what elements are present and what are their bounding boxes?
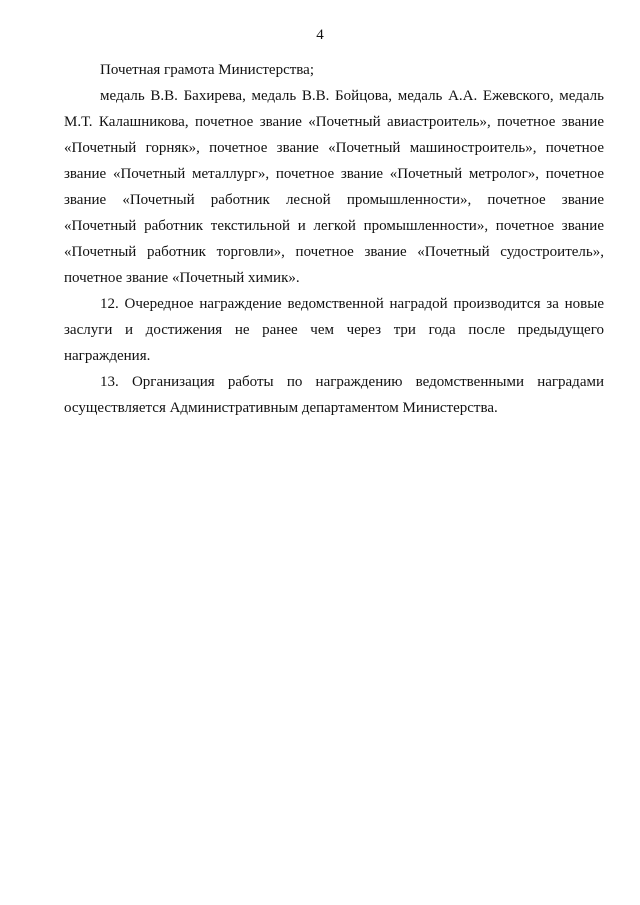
- paragraph-item-13: 13. Организация работы по награждению ведомственными наградами осуществляется Административным департаментом Министерства.: [64, 374, 604, 416]
- page-number: 4: [316, 27, 324, 43]
- paragraph-medals-titles: медаль В.В. Бахирева, медаль В.В. Бойцова, медаль А.А. Ежевского, медаль М.Т. Калашникова, почетное звание «Почетный авиастроитель», почетное звание «Почетный горняк», почетное звание «Почетный машиностроитель», почетное звание «Почетный металлург», почетное звание «Почетный метролог», почетное звание «Почетный работник лесной промышленности», почетное звание «Почетный работник текстильной и легкой промышленности», почетное звание «Почетный работник торговли», почетное звание «Почетный судостроитель», почетное звание «Почетный химик».: [64, 88, 604, 286]
- paragraph-item-12: 12. Очередное награждение ведомственной наградой производится за новые заслуги и достижения не ранее чем через три года после предыдущего награждения.: [64, 296, 604, 364]
- paragraph-certificate: Почетная грамота Министерства;: [100, 62, 314, 78]
- document-body: [64, 57, 604, 421]
